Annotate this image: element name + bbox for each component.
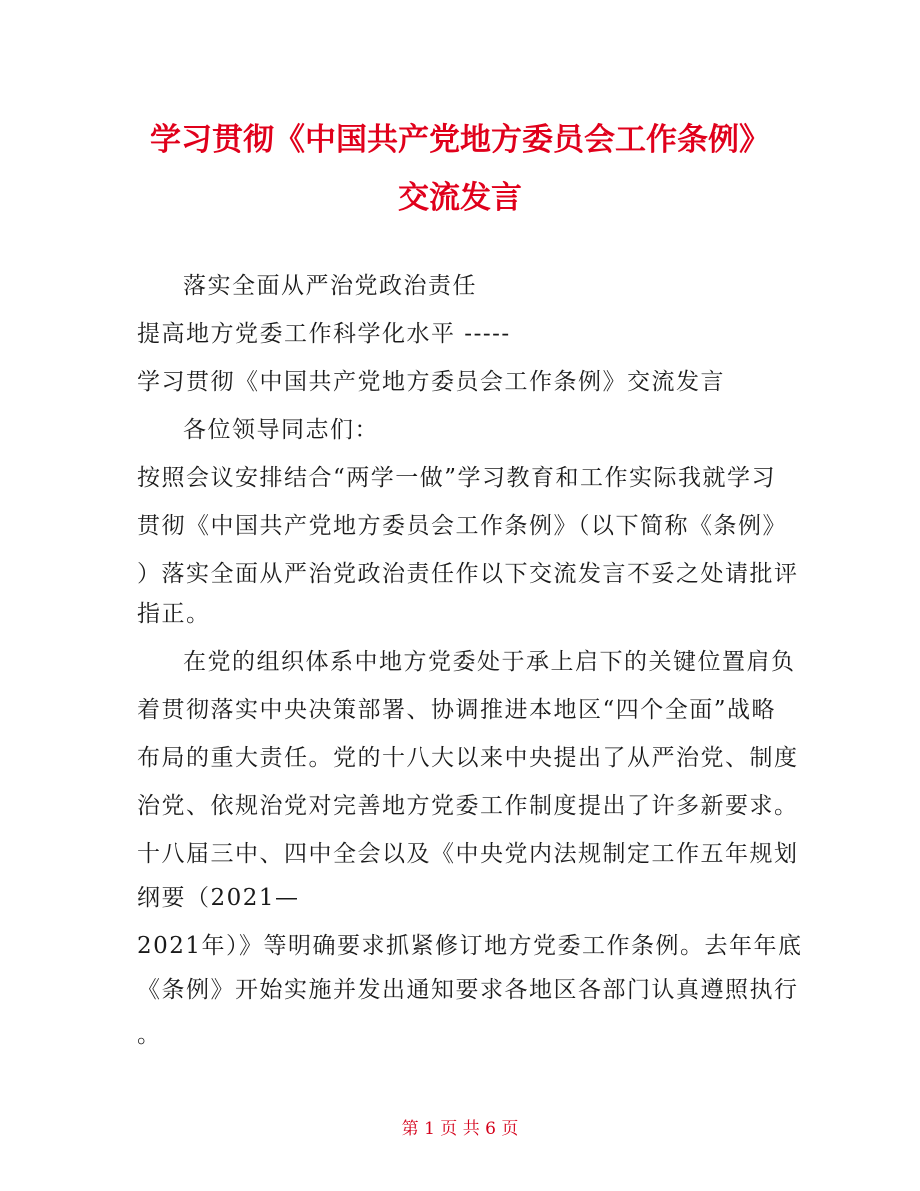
subtitle-line: 学习贯彻《中国共产党地方委员会工作条例》交流发言 xyxy=(137,369,725,395)
paragraph-line: ）落实全面从严治党政治责任作以下交流发言不妥之处请批评 xyxy=(137,561,799,587)
paragraph-line: 着贯彻落实中央决策部署、协调推进本地区“四个全面”战略 xyxy=(137,697,777,723)
paragraph-line: 布局的重大责任。党的十八大以来中央提出了从严治党、制度 xyxy=(137,745,799,771)
paragraph-line: 《条例》开始实施并发出通知要求各地区各部门认真遵照执行 xyxy=(137,977,799,1003)
paragraph-line: 在党的组织体系中地方党委处于承上启下的关键位置肩负 xyxy=(183,649,796,675)
document-title-line-2: 交流发言 xyxy=(398,180,522,216)
paragraph-line: 纲要（2021— xyxy=(137,885,300,911)
paragraph-line: 按照会议安排结合“两学一做”学习教育和工作实际我就学习 xyxy=(137,465,777,491)
subtitle-line: 落实全面从严治党政治责任 xyxy=(183,273,477,299)
salutation: 各位领导同志们： xyxy=(183,417,379,443)
document-title-line-1: 学习贯彻《中国共产党地方委员会工作条例》 xyxy=(150,122,770,158)
paragraph-line: 贯彻《中国共产党地方委员会工作条例》（以下简称《条例》 xyxy=(137,513,787,539)
paragraph-line: 指正。 xyxy=(137,601,211,627)
paragraph-line: 。 xyxy=(137,1022,162,1048)
page-number-footer: 第 1 页 共 6 页 xyxy=(401,1119,519,1139)
paragraph-line: 2021年）》等明确要求抓紧修订地方党委工作条例。去年年底 xyxy=(137,933,803,959)
paragraph-line: 十八届三中、四中全会以及《中央党内法规制定工作五年规划 xyxy=(137,841,799,867)
subtitle-line: 提高地方党委工作科学化水平 ----- xyxy=(137,321,511,347)
paragraph-line: 治党、依规治党对完善地方党委工作制度提出了许多新要求。 xyxy=(137,793,799,819)
